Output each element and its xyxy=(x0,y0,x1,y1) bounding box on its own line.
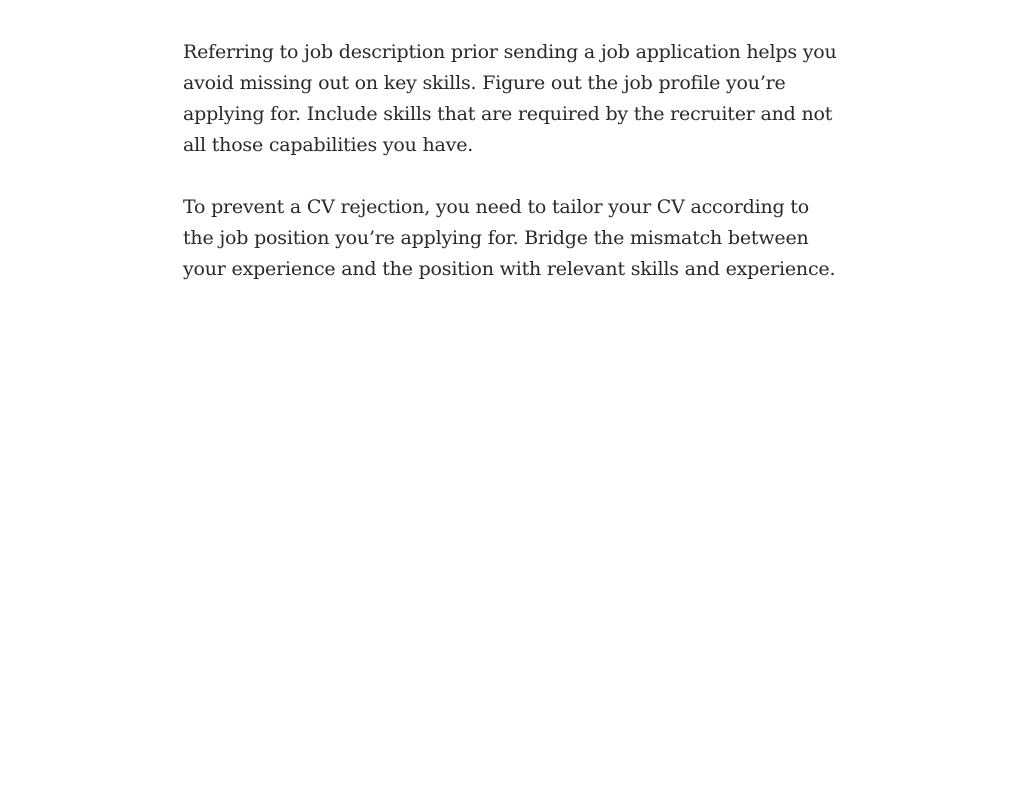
article-body xyxy=(183,37,843,316)
paragraph-tailor-cv: To prevent a CV rejection, you need to tailor your CV according to the job position you’re applying for. Bridge the mismatch between your experience and the position with relevant skills and experience. xyxy=(183,196,836,280)
paragraph-job-description: Referring to job description prior sending a job application helps you avoid missing out on key skills. Figure out the job profile you’re applying for. Include skills that are required by the recruiter and not all those capabilities you have. xyxy=(183,41,837,156)
